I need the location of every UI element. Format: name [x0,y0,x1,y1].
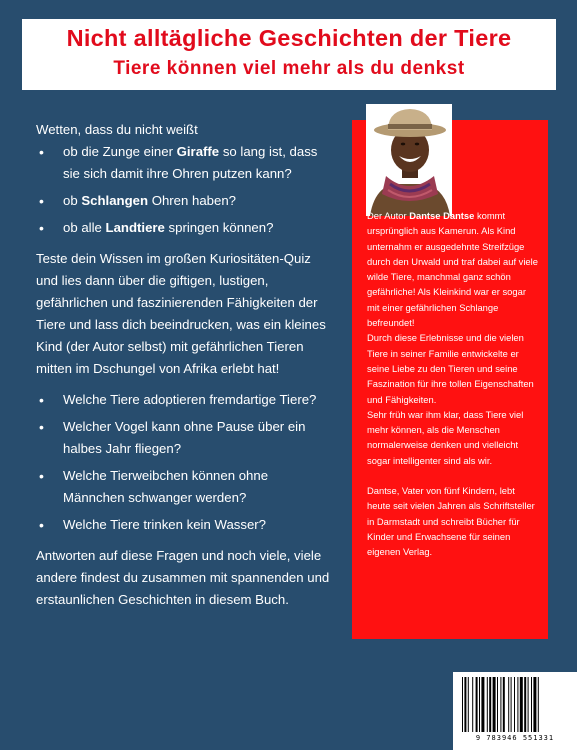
blurb-text [36,119,332,611]
bullet-icon: • [39,392,44,408]
list-item: • Welcher Vogel kann ohne Pause über ein halbes Jahr fliegen? [36,416,332,460]
bullet-icon: • [39,144,44,160]
list-item: • ob die Zunge einer Giraffe so lang ist, dass sie sich damit ihre Ohren putzen kann? [36,141,332,185]
bio-paragraph-4: Dantse, Vater von fünf Kindern, lebt heute seit vielen Jahren als Schriftsteller in Darmstadt und schreibt Bücher für Kinder und Erwachsene für seinen eigenen Verlag. [367,485,535,558]
title-banner [22,19,556,90]
isbn-barcode [453,672,577,750]
description-paragraph: Teste dein Wissen im großen Kuriositäten-Quiz und lies dann über die giftigen, lustigen, gefährlichen und faszinierenden Fähigkeiten der Tiere und lass dich beeindrucken, was ein kleines Kind (der Autor selbst) mit gefährlichen Tieren mitten im Dschungel von Afrika erlebt hat! [36,251,326,376]
closing-paragraph: Antworten auf diese Fragen und noch viele, viele andere findest du zusammen mit spannenden und erstaunlichen Geschichten in diesem Buch. [36,548,330,607]
intro-line: Wetten, dass du nicht weißt [36,122,198,137]
author-sidebar [352,120,548,639]
author-name: Dantse Dantse [409,210,475,221]
bio-paragraph-2: Durch diese Erlebnisse und die vielen Tiere in seiner Familie entwickelte er seine Liebe zu den Tieren und seine Faszination für ihre tollen Eigenschaften und Fähigkeiten. [367,332,534,405]
bullet-icon: • [39,419,44,435]
bio-paragraph-1: Der Autor Dantse Dantse kommt ursprünglich aus Kamerun. Als Kind unternahm er ausgedehnte Streifzüge durch den Urwald und traf dabei auf viele wilde Tiere, manchmal ganz schön gefährliche! Als Kleinkind war er sogar mit einer gefährlichen Schlange befreundet! [367,210,538,329]
bullet-icon: • [39,193,44,209]
book-subtitle: Tiere können viel mehr als du denkst [113,58,465,79]
author-portrait-icon [366,104,452,216]
list-item: • Welche Tiere adoptieren fremdartige Tiere? [36,389,332,411]
book-title: Nicht alltägliche Geschichten der Tiere [66,25,512,51]
barcode-icon [462,677,570,732]
bullet-icon: • [39,220,44,236]
list-item: • Welche Tiere trinken kein Wasser? [36,514,332,536]
author-photo [366,104,452,216]
bullet-icon: • [39,468,44,484]
author-bio [367,208,539,560]
list-item: • ob Schlangen Ohren haben? [36,190,332,212]
question-list-2 [36,389,332,536]
isbn-digits: 9 783946 551331 [475,734,555,742]
bio-paragraph-3: Sehr früh war ihm klar, dass Tiere viel mehr können, als die Menschen normalerweise denken und vielleicht sogar intelligenter sind als wir. [367,408,524,466]
list-item: • Welche Tierweibchen können ohne Männchen schwanger werden? [36,465,332,509]
question-list-1 [36,141,332,239]
list-item: • ob alle Landtiere springen können? [36,217,332,239]
bullet-icon: • [39,517,44,533]
